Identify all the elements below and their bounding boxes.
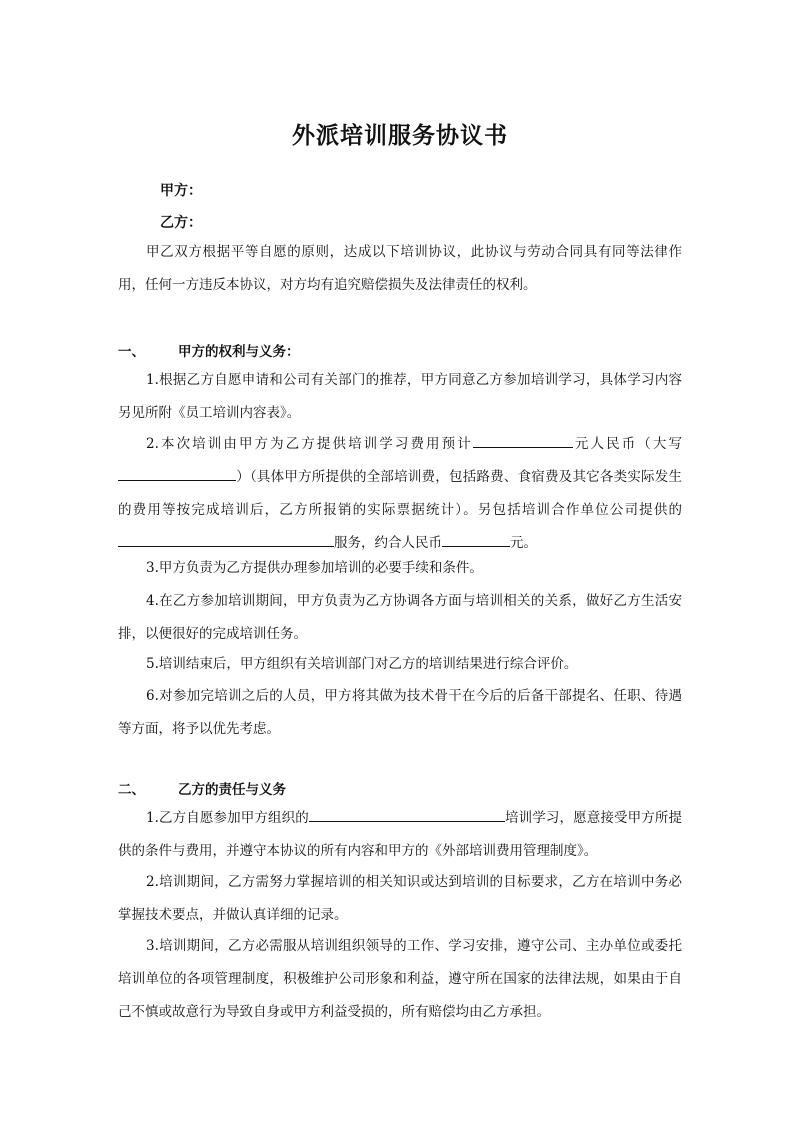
s2-item-1-text-a: 1.乙方自愿参加甲方组织的 <box>146 810 309 826</box>
section-1-title: 甲方的权利与义务： <box>178 344 300 360</box>
item-2-text-e: 元。 <box>510 535 537 551</box>
fee-capital-blank[interactable] <box>118 466 236 481</box>
section-2-item-3: 3.培训期间，乙方必需服从培训组织领导的工作、学习安排，遵守公司、主办单位或委托培训单位的各项管理制度，积极维护公司形象和利益，遵守所在国家的法律法规，如果由于自己不慎或故意行为导致自身或甲方利益受损的，所有赔偿均由乙方承担。 <box>118 938 682 1020</box>
service-blank[interactable] <box>118 532 334 547</box>
item-2-text-b: 元人民币（大写 <box>572 436 682 452</box>
section-1-number: 一、 <box>118 344 145 360</box>
section-2-number: 二、 <box>118 782 145 798</box>
s2-item-1-text-b: 培训学习，愿意接受甲方所提供的条件与费用，并遵守本协议的所有内容和甲方的《外部培训费用管理制度》。 <box>118 810 682 859</box>
section-1-item-1: 1.根据乙方自愿申请和公司有关部门的推荐，甲方同意乙方参加培训学习，具体学习内容另见所附《员工培训内容表》。 <box>118 372 682 421</box>
section-2-heading <box>118 778 286 798</box>
section-1-item-6: 6.对参加完培训之后的人员，甲方将其做为技术骨干在今后的后备干部提名、任职、待遇等方面，将予以优先考虑。 <box>118 688 682 737</box>
document-title: 外派培训服务协议书 <box>292 122 508 149</box>
item-2-text-c: ）（具体甲方所提供的全部培训费，包括路费、食宿费及其它各类实际发生的费用等按完成培训后，乙方所报销的实际票据统计）。另包括培训合作单位公司提供的 <box>118 469 682 518</box>
training-name-blank[interactable] <box>309 807 505 822</box>
section-2-item-2: 2.培训期间，乙方需努力掌握培训的相关知识或达到培训的目标要求，乙方在培训中务必掌握技术要点，并做认真详细的记录。 <box>118 874 682 923</box>
intro-paragraph: 甲乙双方根据平等自愿的原则，达成以下培训协议，此协议与劳动合同具有同等法律作用，任何一方违反本协议，对方均有追究赔偿损失及法律责任的权利。 <box>118 244 682 293</box>
section-2-item-1 <box>118 802 682 868</box>
section-1-item-5: 5.培训结束后，甲方组织有关培训部门对乙方的培训结果进行综合评价。 <box>146 656 578 672</box>
party-b-label: 乙方： <box>160 215 202 231</box>
section-1-item-3: 3.甲方负责为乙方提供办理参加培训的必要手续和条件。 <box>146 560 483 576</box>
service-amount-blank[interactable] <box>442 532 510 547</box>
item-2-text-d: 服务，约合人民币 <box>334 535 442 551</box>
section-1-item-2 <box>118 428 682 560</box>
party-a-label: 甲方： <box>160 183 202 199</box>
section-1-heading <box>118 340 300 360</box>
section-2-title: 乙方的责任与义务 <box>178 782 286 798</box>
fee-amount-blank[interactable] <box>473 433 573 448</box>
item-2-text-a: 2.本次培训由甲方为乙方提供培训学习费用预计 <box>146 436 473 452</box>
section-1-item-4: 4.在乙方参加培训期间，甲方负责为乙方协调各方面与培训相关的关系，做好乙方生活安排，以便很好的完成培训任务。 <box>118 593 682 642</box>
